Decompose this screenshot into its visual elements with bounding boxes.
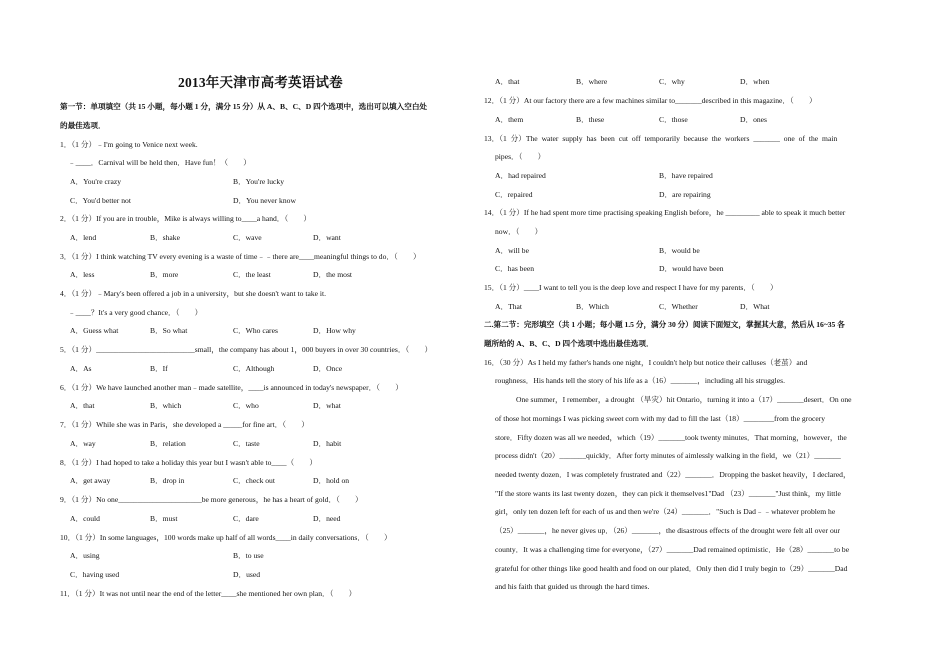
- q13-option-d[interactable]: D．are repairing: [659, 190, 711, 199]
- question-14-stem-cont: now．（ ）: [495, 227, 543, 236]
- question-3-stem: 3．（1 分）I think watching TV every evening is a waste of time﹣﹣there are____meaningful things to do．（ ）: [60, 252, 421, 261]
- q6-option-a[interactable]: A．that: [70, 401, 95, 410]
- question-6-stem: 6．（1 分）We have launched another man﹣made satellite，____is announced in today's newspaper．（ ）: [60, 383, 403, 392]
- question-2-stem: 2．（1 分）If you are in trouble，Mike is always willing to____a hand．（ ）: [60, 214, 311, 223]
- q10-option-d[interactable]: D．used: [233, 570, 260, 579]
- q10-option-b[interactable]: B．to use: [233, 551, 264, 560]
- section1-heading-cont: 的最佳选项．: [60, 121, 106, 130]
- q14-option-d[interactable]: D．would have been: [659, 264, 724, 273]
- q7-option-b[interactable]: B．relation: [150, 439, 186, 448]
- q2-option-b[interactable]: B．shake: [150, 233, 180, 242]
- passage-line: 16．（30 分）As I held my father's hands one night，I couldn't help but notice their calluses（老茧）and: [484, 358, 808, 367]
- passage-line: grateful for other things like good health and food on our plated．Only then did I truly begin to（29）_______Dad: [495, 564, 848, 573]
- q12-option-c[interactable]: C．those: [659, 115, 688, 124]
- passage-line: county．It was a challenging time for everyone，（27）_______Dad remained optimistic．He（28）_______to be: [495, 545, 850, 554]
- passage-line: roughness．His hands tell the story of his life as a（16）_______，including all his struggles.: [495, 376, 786, 385]
- q1-option-b[interactable]: B．You're lucky: [233, 177, 285, 186]
- q12-option-b[interactable]: B．these: [576, 115, 605, 124]
- question-11-stem: 11．（1 分）It was not until near the end of the letter____she mentioned her own plan．（ ）: [60, 589, 357, 598]
- question-7-stem: 7．（1 分）While she was in Paris，she developed a _____for fine art．（ ）: [60, 420, 309, 429]
- q14-option-b[interactable]: B．would be: [659, 246, 700, 255]
- q7-option-d[interactable]: D．habit: [313, 439, 342, 448]
- passage-line: "If the store wants its last twenty dozen，they can pick it themselves1"Dad （23）_______"Just think，my little: [495, 489, 841, 498]
- q3-option-a[interactable]: A．less: [70, 270, 95, 279]
- q11-option-c[interactable]: C．why: [659, 77, 685, 86]
- q9-option-c[interactable]: C．dare: [233, 514, 259, 523]
- q14-option-c[interactable]: C．has been: [495, 264, 535, 273]
- q2-option-c[interactable]: C．wave: [233, 233, 262, 242]
- q2-option-a[interactable]: A．lend: [70, 233, 97, 242]
- q4-option-a[interactable]: A．Guess what: [70, 326, 119, 335]
- section2-heading-cont: 题所给的 A、B、C、D 四个选项中选出最佳选项．: [484, 339, 654, 348]
- passage-line: girl，only ten dozen left for each of us and then we're（24）_______．"Such is Dad﹣﹣whatever problem he: [495, 507, 836, 516]
- q9-option-d[interactable]: D．need: [313, 514, 341, 523]
- q15-option-d[interactable]: D．What: [740, 302, 770, 311]
- q6-option-c[interactable]: C．who: [233, 401, 259, 410]
- q7-option-c[interactable]: C．taste: [233, 439, 260, 448]
- question-9-stem: 9．（1 分）No one______________________be more generous，he has a heart of gold．（ ）: [60, 495, 363, 504]
- q1-option-c[interactable]: C．You'd better not: [70, 196, 131, 205]
- q13-stem-text: 13．（1 分）The water supply has been cut off temporarily because the workers _______ one of the main: [484, 134, 838, 143]
- passage-line: and his faith that guided us through the hard times.: [495, 582, 650, 591]
- question-12-stem: 12．（1 分）At our factory there are a few machines similar to_______described in this magazine．（ ）: [484, 96, 817, 105]
- q8-option-b[interactable]: B．drop in: [150, 476, 185, 485]
- passage-line: store．Fifty dozen was all we needed，which（19）_______took twenty minutes．That morning，however，the: [495, 433, 847, 442]
- question-5-stem: 5．（1 分）__________________________small，the company has about 1，000 buyers in over 30 countries．（ ）: [60, 345, 433, 354]
- q13-option-b[interactable]: B．have repaired: [659, 171, 713, 180]
- q4-option-c[interactable]: C．Who cares: [233, 326, 278, 335]
- q12-option-a[interactable]: A．them: [495, 115, 524, 124]
- q4-option-d[interactable]: D．How why: [313, 326, 356, 335]
- q6-option-b[interactable]: B．which: [150, 401, 182, 410]
- question-13-stem: [484, 134, 892, 144]
- passage-line: process didn't（20）_______quickly．After forty minutes of aimlessly walking in the field，we（21）_______: [495, 451, 841, 460]
- q12-option-d[interactable]: D．ones: [740, 115, 767, 124]
- passage-line: One summer，I remember，a drought （旱灾）hit Ontario，turning it into a（17）_______desert．On one: [516, 395, 852, 404]
- q4-option-b[interactable]: B．So what: [150, 326, 188, 335]
- question-8-stem: 8．（1 分）I had hoped to take a holiday this year but I wasn't able to____（ ）: [60, 458, 317, 467]
- q3-option-b[interactable]: B．more: [150, 270, 179, 279]
- question-1-reply: ﹣____．Carnival will be held then．Have fun！（ ）: [68, 158, 251, 167]
- q3-option-d[interactable]: D．the most: [313, 270, 353, 279]
- question-10-stem: 10．（1 分）In some languages，100 words make up half of all words____in daily conversations．（ ）: [60, 533, 392, 542]
- q3-option-c[interactable]: C．the least: [233, 270, 271, 279]
- q8-option-c[interactable]: C．check out: [233, 476, 275, 485]
- passage-line: of those hot mornings I was picking sweet corn with my dad to fill the last（18）________from the grocery: [495, 414, 826, 423]
- q13-option-c[interactable]: C．repaired: [495, 190, 533, 199]
- q9-option-b[interactable]: B．must: [150, 514, 178, 523]
- page-title: 2013年天津市高考英语试卷: [178, 75, 343, 90]
- q9-option-a[interactable]: A．could: [70, 514, 100, 523]
- q8-option-a[interactable]: A．get away: [70, 476, 111, 485]
- q11-option-d[interactable]: D．when: [740, 77, 770, 86]
- q15-option-b[interactable]: B．Which: [576, 302, 609, 311]
- q7-option-a[interactable]: A．way: [70, 439, 96, 448]
- question-1-stem: 1．（1 分）﹣I'm going to Venice next week.: [60, 140, 198, 149]
- q10-option-a[interactable]: A．using: [70, 551, 100, 560]
- passage-line: needed twenty dozen．I was completely frustrated and（22）_______．Dropping the basket heavily，I declared，: [495, 470, 851, 479]
- q6-option-d[interactable]: D．what: [313, 401, 341, 410]
- q5-option-a[interactable]: A．As: [70, 364, 92, 373]
- q14-option-a[interactable]: A．will be: [495, 246, 529, 255]
- passage-line: （25）_______，he never gives up．（26）_______，the disastrous effects of the drought were felt all over our: [495, 526, 841, 535]
- q5-option-b[interactable]: B．If: [150, 364, 168, 373]
- q15-option-c[interactable]: C．Whether: [659, 302, 698, 311]
- question-14-stem: 14．（1 分）If he had spent more time practising speaking English before，he _________ able to speak it much better: [484, 208, 846, 217]
- q10-option-c[interactable]: C．having used: [70, 570, 120, 579]
- q13-option-a[interactable]: A．had repaired: [495, 171, 546, 180]
- question-13-stem-cont: pipes．（ ）: [495, 152, 546, 161]
- q11-option-b[interactable]: B．where: [576, 77, 608, 86]
- question-4-stem: 4．（1 分）﹣Mary's been offered a job in a university，but she doesn't want to take it.: [60, 289, 326, 298]
- q11-option-a[interactable]: A．that: [495, 77, 520, 86]
- q2-option-d[interactable]: D．want: [313, 233, 341, 242]
- q1-option-d[interactable]: D．You never know: [233, 196, 296, 205]
- q5-option-c[interactable]: C．Although: [233, 364, 275, 373]
- question-4-reply: ﹣____？It's a very good chance．（ ）: [68, 308, 203, 317]
- q15-option-a[interactable]: A．That: [495, 302, 522, 311]
- section1-heading: 第一节：单项填空（共 15 小题，每小题 1 分，满分 15 分）从 A、B、C、D 四个选项中，选出可以填入空白处: [60, 102, 428, 111]
- question-15-stem: 15．（1 分）____I want to tell you is the deep love and respect I have for my parents．（ ）: [484, 283, 778, 292]
- section2-heading: 二.第二节：完形填空（共 1 小题；每小题 1.5 分，满分 30 分）阅读下面短文，掌握其大意，然后从 16~35 各: [484, 320, 845, 329]
- q5-option-d[interactable]: D．Once: [313, 364, 343, 373]
- q1-option-a[interactable]: A．You're crazy: [70, 177, 121, 186]
- q8-option-d[interactable]: D．hold on: [313, 476, 350, 485]
